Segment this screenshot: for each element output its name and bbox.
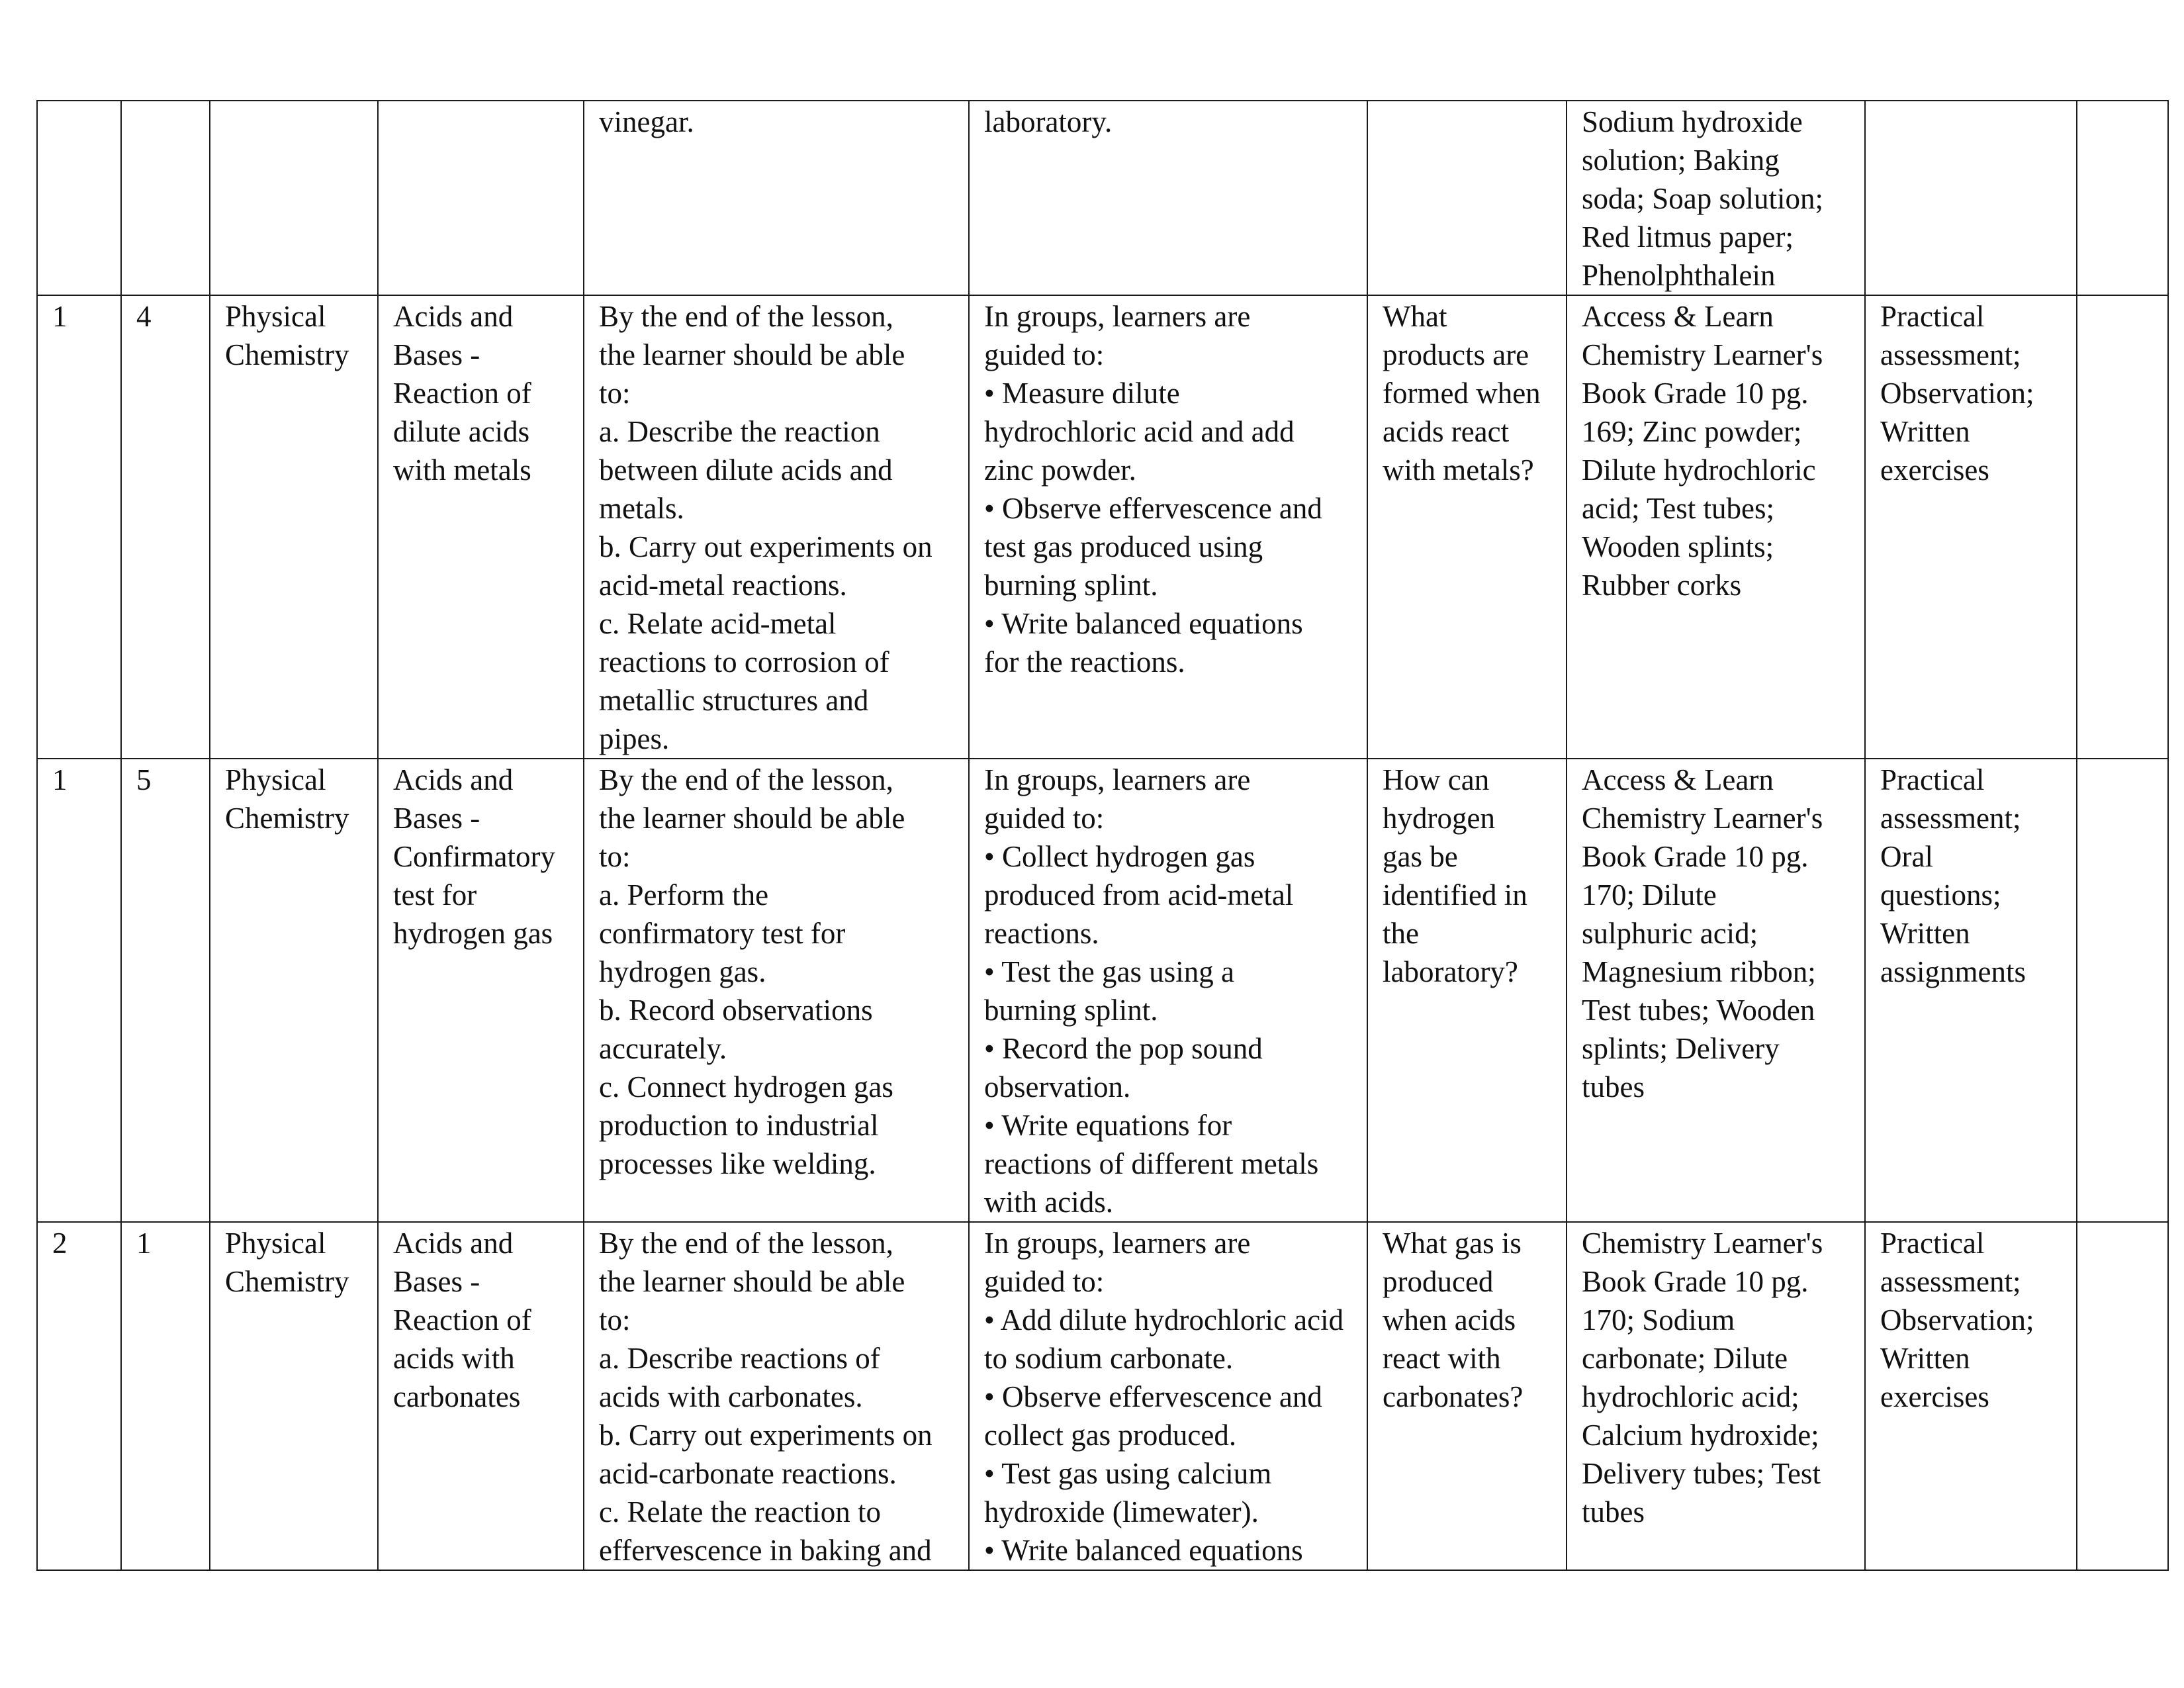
lesson-cell bbox=[121, 101, 210, 295]
week-cell: 1 bbox=[37, 295, 121, 759]
key-inquiry-question-cell bbox=[1367, 101, 1567, 295]
week-cell: 2 bbox=[37, 1222, 121, 1570]
sub-strand-cell: Acids and Bases - Confirmatory test for hydrogen gas bbox=[378, 759, 584, 1222]
lesson-cell: 5 bbox=[121, 759, 210, 1222]
learning-outcomes-cell: By the end of the lesson, the learner should be able to: a. Describe reactions of acids with carbonates. b. Carry out experiments on acid-carbonate reactions. c. Relate the reaction to effervescence in baking and bbox=[584, 1222, 969, 1570]
learning-experiences-cell: In groups, learners are guided to: • Collect hydrogen gas produced from acid-metal reactions. • Test the gas using a burning splint. • Record the pop sound observation. • Write equations for reactions of different metals with acids. bbox=[969, 759, 1367, 1222]
scheme-of-work-table bbox=[36, 100, 2169, 1571]
learning-experiences-cell: In groups, learners are guided to: • Measure dilute hydrochloric acid and add zinc powder. • Observe effervescence and test gas produced using burning splint. • Write balanced equations for the reactions. bbox=[969, 295, 1367, 759]
assessment-cell bbox=[1865, 101, 2077, 295]
table-row bbox=[37, 295, 2168, 759]
table-row bbox=[37, 1222, 2168, 1570]
strand-cell: Physical Chemistry bbox=[210, 1222, 378, 1570]
strand-cell: Physical Chemistry bbox=[210, 295, 378, 759]
learning-outcomes-cell: By the end of the lesson, the learner should be able to: a. Describe the reaction between dilute acids and metals. b. Carry out experiments on acid-metal reactions. c. Relate acid-metal reactions to corrosion of metallic structures and pipes. bbox=[584, 295, 969, 759]
remarks-cell bbox=[2077, 759, 2168, 1222]
key-inquiry-question-cell: What gas is produced when acids react with carbonates? bbox=[1367, 1222, 1567, 1570]
week-cell bbox=[37, 101, 121, 295]
learning-resources-cell: Access & Learn Chemistry Learner's Book Grade 10 pg. 170; Dilute sulphuric acid; Magnesium ribbon; Test tubes; Wooden splints; Delivery tubes bbox=[1567, 759, 1865, 1222]
learning-experiences-cell: laboratory. bbox=[969, 101, 1367, 295]
key-inquiry-question-cell: How can hydrogen gas be identified in the laboratory? bbox=[1367, 759, 1567, 1222]
sub-strand-cell bbox=[378, 101, 584, 295]
remarks-cell bbox=[2077, 1222, 2168, 1570]
sub-strand-cell: Acids and Bases - Reaction of dilute acids with metals bbox=[378, 295, 584, 759]
learning-experiences-cell: In groups, learners are guided to: • Add dilute hydrochloric acid to sodium carbonate. • Observe effervescence and collect gas produced. • Test gas using calcium hydroxide (limewater). • Write balanced equations bbox=[969, 1222, 1367, 1570]
learning-outcomes-cell: vinegar. bbox=[584, 101, 969, 295]
learning-outcomes-cell: By the end of the lesson, the learner should be able to: a. Perform the confirmatory test for hydrogen gas. b. Record observations accurately. c. Connect hydrogen gas production to industrial processes like welding. bbox=[584, 759, 969, 1222]
remarks-cell bbox=[2077, 101, 2168, 295]
table-row bbox=[37, 759, 2168, 1222]
assessment-cell: Practical assessment; Observation; Written exercises bbox=[1865, 295, 2077, 759]
assessment-cell: Practical assessment; Observation; Written exercises bbox=[1865, 1222, 2077, 1570]
strand-cell: Physical Chemistry bbox=[210, 759, 378, 1222]
table-row bbox=[37, 101, 2168, 295]
sub-strand-cell: Acids and Bases - Reaction of acids with carbonates bbox=[378, 1222, 584, 1570]
lesson-cell: 4 bbox=[121, 295, 210, 759]
assessment-cell: Practical assessment; Oral questions; Written assignments bbox=[1865, 759, 2077, 1222]
remarks-cell bbox=[2077, 295, 2168, 759]
learning-resources-cell: Sodium hydroxide solution; Baking soda; Soap solution; Red litmus paper; Phenolphthalein bbox=[1567, 101, 1865, 295]
lesson-cell: 1 bbox=[121, 1222, 210, 1570]
learning-resources-cell: Access & Learn Chemistry Learner's Book Grade 10 pg. 169; Zinc powder; Dilute hydrochloric acid; Test tubes; Wooden splints; Rubber corks bbox=[1567, 295, 1865, 759]
learning-resources-cell: Chemistry Learner's Book Grade 10 pg. 170; Sodium carbonate; Dilute hydrochloric acid; Calcium hydroxide; Delivery tubes; Test tubes bbox=[1567, 1222, 1865, 1570]
strand-cell bbox=[210, 101, 378, 295]
key-inquiry-question-cell: What products are formed when acids react with metals? bbox=[1367, 295, 1567, 759]
week-cell: 1 bbox=[37, 759, 121, 1222]
